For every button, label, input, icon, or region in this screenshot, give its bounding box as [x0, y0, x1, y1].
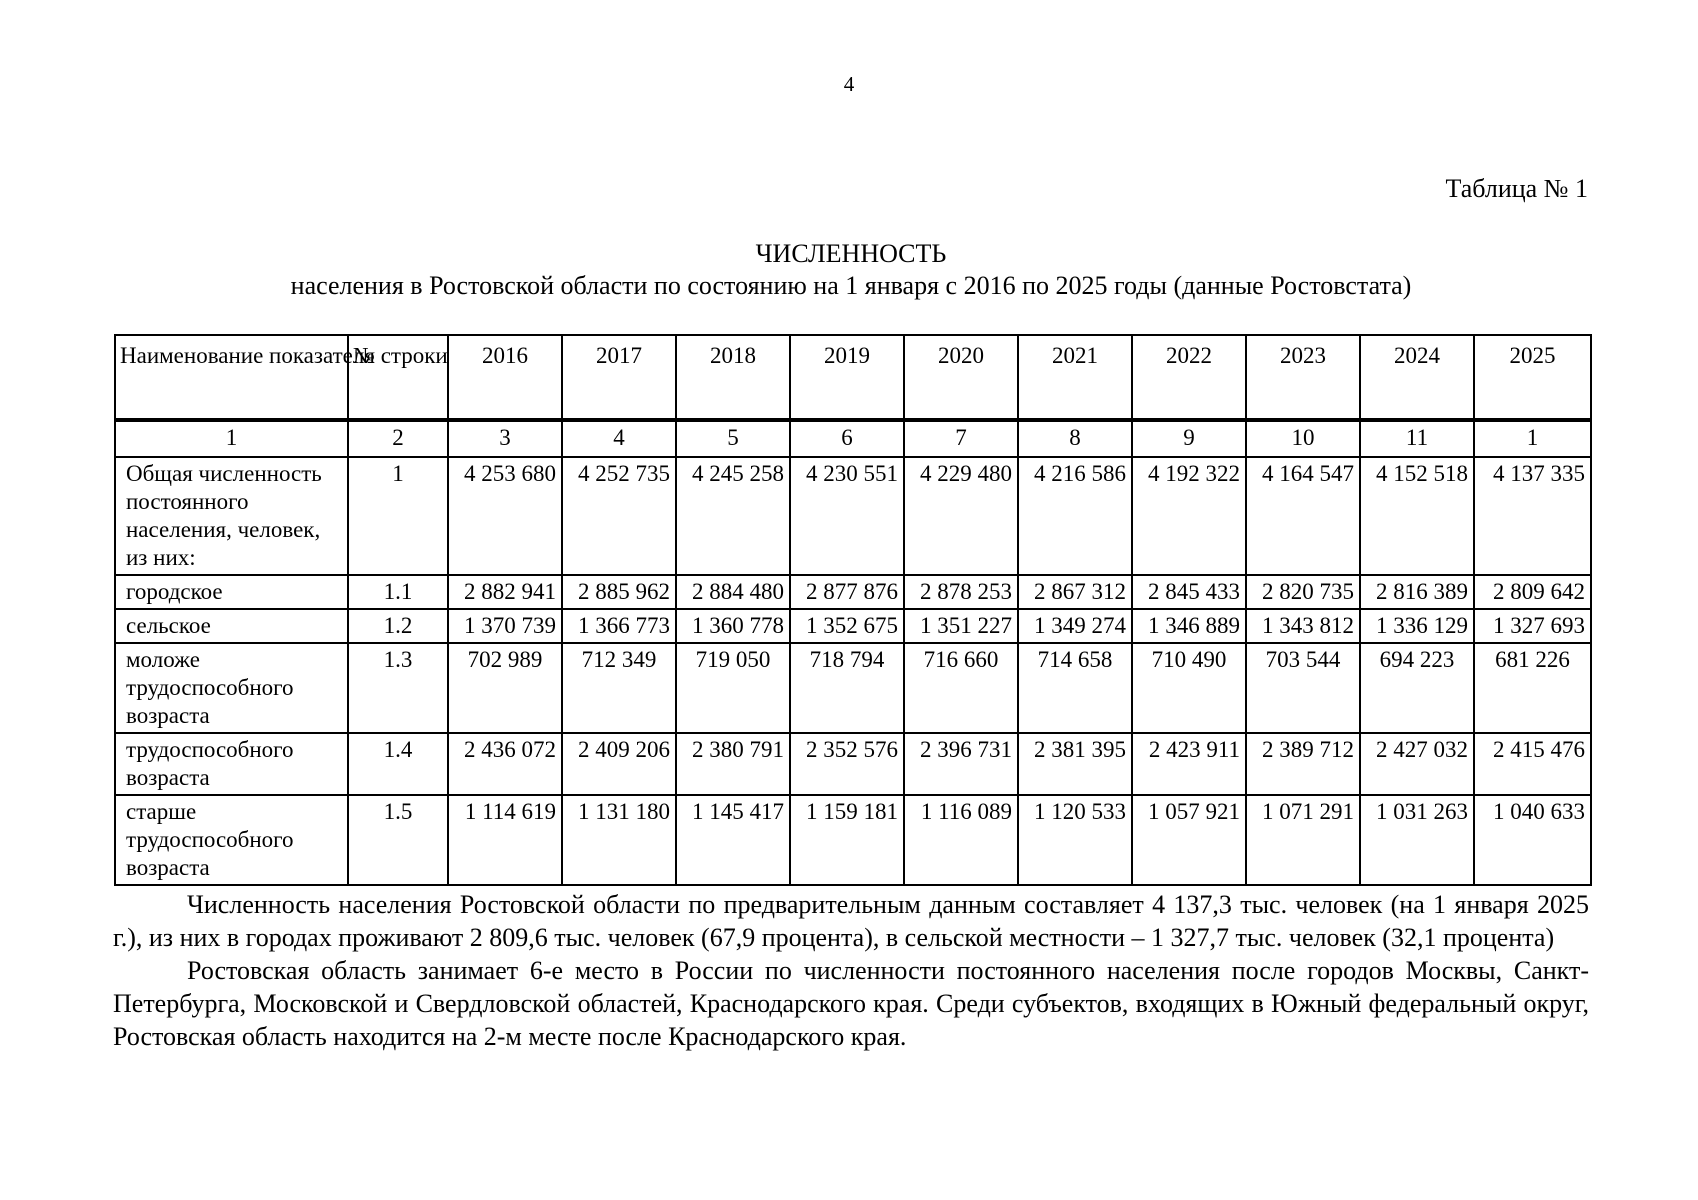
cell-value: 1 366 773 — [562, 609, 676, 643]
column-number: 3 — [448, 420, 562, 457]
cell-value: 2 381 395 — [1018, 733, 1132, 795]
cell-value: 2 423 911 — [1132, 733, 1246, 795]
cell-value: 1 346 889 — [1132, 609, 1246, 643]
cell-value: 4 252 735 — [562, 457, 676, 575]
column-number: 7 — [904, 420, 1018, 457]
cell-value: 1 159 181 — [790, 795, 904, 885]
table-row — [115, 795, 1591, 885]
cell-value: 703 544 — [1246, 643, 1360, 733]
header-year: 2024 — [1360, 335, 1474, 420]
row-name: сельское — [115, 609, 348, 643]
cell-value: 1 327 693 — [1474, 609, 1591, 643]
cell-value: 1 031 263 — [1360, 795, 1474, 885]
cell-value: 4 230 551 — [790, 457, 904, 575]
cell-value: 4 216 586 — [1018, 457, 1132, 575]
cell-value: 2 415 476 — [1474, 733, 1591, 795]
header-row-no: № строки — [348, 335, 448, 420]
paragraph: Ростовская область занимает 6-е место в России по численности постоянного населения после городов Москвы, Санкт-Петербурга, Московской и Свердловской областей, Краснодарского края. Среди субъектов, входящих в Южный федеральный округ, Ростовская область находится на 2-м месте после Краснодарского края. — [113, 956, 1589, 1051]
cell-value: 2 885 962 — [562, 575, 676, 609]
header-year: 2018 — [676, 335, 790, 420]
header-year: 2019 — [790, 335, 904, 420]
column-number: 1 — [115, 420, 348, 457]
cell-value: 1 116 089 — [904, 795, 1018, 885]
cell-value: 710 490 — [1132, 643, 1246, 733]
row-number: 1.5 — [348, 795, 448, 885]
cell-value: 716 660 — [904, 643, 1018, 733]
header-year: 2020 — [904, 335, 1018, 420]
cell-value: 4 192 322 — [1132, 457, 1246, 575]
column-number: 6 — [790, 420, 904, 457]
cell-value: 2 816 389 — [1360, 575, 1474, 609]
cell-value: 1 040 633 — [1474, 795, 1591, 885]
cell-value: 2 809 642 — [1474, 575, 1591, 609]
header-year: 2025 — [1474, 335, 1591, 420]
cell-value: 2 878 253 — [904, 575, 1018, 609]
column-number-row — [115, 420, 1591, 457]
column-number: 10 — [1246, 420, 1360, 457]
cell-value: 1 057 921 — [1132, 795, 1246, 885]
column-number: 5 — [676, 420, 790, 457]
cell-value: 4 229 480 — [904, 457, 1018, 575]
row-number: 1 — [348, 457, 448, 575]
row-name: трудоспособного возраста — [115, 733, 348, 795]
cell-value: 1 336 129 — [1360, 609, 1474, 643]
table-row — [115, 643, 1591, 733]
row-name: городское — [115, 575, 348, 609]
cell-value: 702 989 — [448, 643, 562, 733]
page-number: 4 — [843, 72, 855, 96]
cell-value: 4 245 258 — [676, 457, 790, 575]
cell-value: 1 120 533 — [1018, 795, 1132, 885]
cell-value: 2 820 735 — [1246, 575, 1360, 609]
row-number: 1.2 — [348, 609, 448, 643]
cell-value: 2 396 731 — [904, 733, 1018, 795]
cell-value: 694 223 — [1360, 643, 1474, 733]
cell-value: 1 114 619 — [448, 795, 562, 885]
header-year: 2022 — [1132, 335, 1246, 420]
row-number: 1.1 — [348, 575, 448, 609]
cell-value: 1 349 274 — [1018, 609, 1132, 643]
cell-value: 714 658 — [1018, 643, 1132, 733]
cell-value: 2 436 072 — [448, 733, 562, 795]
cell-value: 1 145 417 — [676, 795, 790, 885]
table-subtitle: населения в Ростовской области по состоянию на 1 января с 2016 по 2025 годы (данные Ростовстата) — [290, 271, 1412, 300]
cell-value: 1 370 739 — [448, 609, 562, 643]
cell-value: 1 351 227 — [904, 609, 1018, 643]
table-title-block — [113, 238, 1589, 302]
column-number: 2 — [348, 420, 448, 457]
table-row — [115, 733, 1591, 795]
cell-value: 1 360 778 — [676, 609, 790, 643]
cell-value: 1 071 291 — [1246, 795, 1360, 885]
cell-value: 1 131 180 — [562, 795, 676, 885]
cell-value: 4 164 547 — [1246, 457, 1360, 575]
cell-value: 2 409 206 — [562, 733, 676, 795]
row-name: Общая численность постоянного населения, человек, из них: — [115, 457, 348, 575]
table-row — [115, 609, 1591, 643]
cell-value: 1 343 812 — [1246, 609, 1360, 643]
table-header-row — [115, 335, 1591, 420]
column-number: 9 — [1132, 420, 1246, 457]
header-year: 2017 — [562, 335, 676, 420]
cell-value: 712 349 — [562, 643, 676, 733]
cell-value: 4 152 518 — [1360, 457, 1474, 575]
cell-value: 2 380 791 — [676, 733, 790, 795]
body-text — [113, 888, 1589, 1053]
cell-value: 2 867 312 — [1018, 575, 1132, 609]
row-name: моложе трудоспособного возраста — [115, 643, 348, 733]
column-number: 1 — [1474, 420, 1591, 457]
header-year: 2016 — [448, 335, 562, 420]
header-year: 2023 — [1246, 335, 1360, 420]
row-number: 1.3 — [348, 643, 448, 733]
population-table — [114, 334, 1592, 886]
column-number: 4 — [562, 420, 676, 457]
cell-value: 2 389 712 — [1246, 733, 1360, 795]
paragraph: Численность населения Ростовской области по предварительным данным составляет 4 137,3 тыс. человек (на 1 января 2025 г.), из них в городах проживают 2 809,6 тыс. человек (67,9 процента), в сельской местности – 1 327,7 тыс. человек (32,1 процента) — [113, 890, 1589, 952]
table-row — [115, 457, 1591, 575]
table-label: Таблица № 1 — [1445, 174, 1588, 203]
cell-value: 1 352 675 — [790, 609, 904, 643]
cell-value: 4 137 335 — [1474, 457, 1591, 575]
cell-value: 4 253 680 — [448, 457, 562, 575]
header-name: Наименование показателя — [115, 335, 348, 420]
cell-value: 2 884 480 — [676, 575, 790, 609]
cell-value: 719 050 — [676, 643, 790, 733]
cell-value: 2 882 941 — [448, 575, 562, 609]
cell-value: 2 877 876 — [790, 575, 904, 609]
column-number: 8 — [1018, 420, 1132, 457]
row-name: старше трудоспособного возраста — [115, 795, 348, 885]
cell-value: 2 427 032 — [1360, 733, 1474, 795]
row-number: 1.4 — [348, 733, 448, 795]
header-year: 2021 — [1018, 335, 1132, 420]
cell-value: 2 845 433 — [1132, 575, 1246, 609]
cell-value: 718 794 — [790, 643, 904, 733]
column-number: 11 — [1360, 420, 1474, 457]
table-title: ЧИСЛЕННОСТЬ — [755, 239, 947, 268]
cell-value: 2 352 576 — [790, 733, 904, 795]
table-row — [115, 575, 1591, 609]
cell-value: 681 226 — [1474, 643, 1591, 733]
